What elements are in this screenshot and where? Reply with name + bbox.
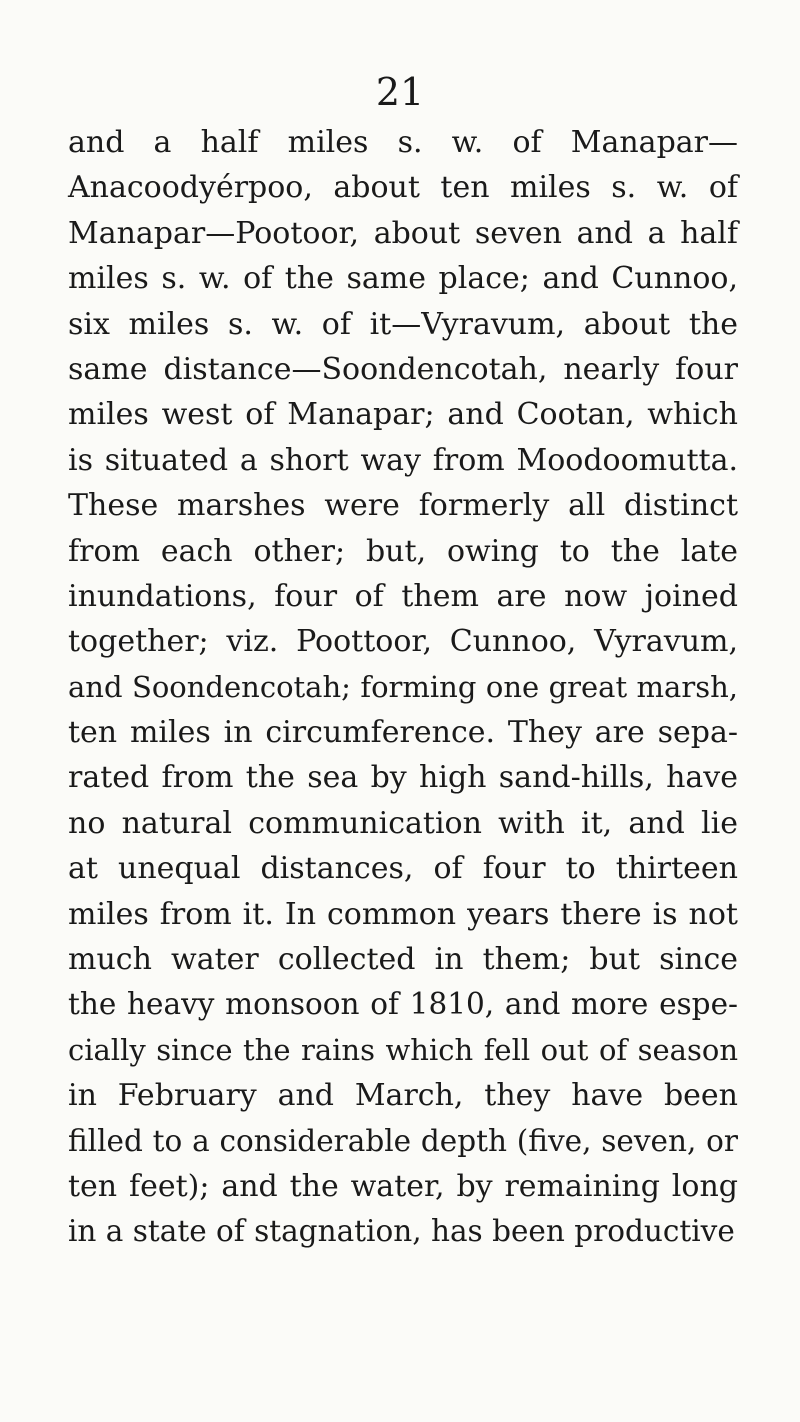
text-line: six miles s. w. of it—Vyravum, about the (68, 306, 738, 342)
text-line: miles from it. In common years there is not (68, 896, 738, 932)
text-line: in a state of stagnation, has been productive (68, 1214, 735, 1249)
text-line: at unequal distances, of four to thirteen (68, 851, 738, 887)
body-text (68, 120, 738, 1255)
text-line: ten feet); and the water, by remaining long (68, 1168, 738, 1204)
text-line: miles west of Manapar; and Cootan, which (68, 397, 738, 433)
page-number: 21 (375, 70, 425, 114)
text-line: in February and March, they have been (68, 1078, 738, 1114)
text-line: Manapar—Pootoor, about seven and a half (68, 215, 738, 251)
text-line: much water collected in them; but since (68, 942, 738, 978)
text-line: inundations, four of them are now joined (68, 578, 738, 614)
text-line: ten miles in circumference. They are sepa- (68, 715, 738, 751)
text-line: filled to a considerable depth (five, seven, or (68, 1123, 738, 1158)
text-line: These marshes were formerly all distinct (68, 488, 738, 524)
text-line: no natural communication with it, and lie (68, 805, 738, 841)
text-line: Anacoodyérpoo, about ten miles s. w. of (68, 170, 738, 206)
text-line: the heavy monsoon of 1810, and more espe- (68, 987, 738, 1022)
text-line: from each other; but, owing to the late (68, 533, 738, 569)
text-line: and Soondencotah; forming one great marsh, (68, 669, 738, 704)
text-line: cially since the rains which fell out of season (68, 1032, 738, 1067)
text-line: together; viz. Poottoor, Cunnoo, Vyravum, (68, 624, 738, 660)
text-line: is situated a short way from Moodoomutta. (68, 442, 738, 478)
text-line: same distance—Soondencotah, nearly four (68, 351, 738, 387)
text-line: miles s. w. of the same place; and Cunnoo, (68, 261, 738, 297)
text-line: rated from the sea by high sand-hills, have (68, 760, 738, 796)
text-line: and a half miles s. w. of Manapar— (68, 125, 738, 160)
